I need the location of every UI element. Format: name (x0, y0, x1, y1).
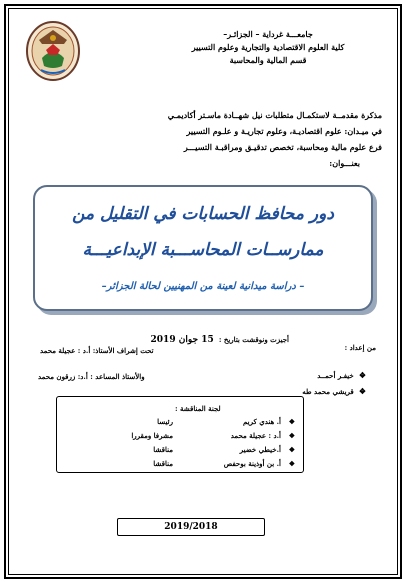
assistant-supervisor-line: والأستاذ المساعد : أ.د: زرقون محمد (38, 372, 145, 381)
diamond-bullet-icon: ❖ (288, 417, 295, 426)
committee-member-row (63, 431, 295, 443)
supervisor-line: تحت إشراف الأستاذ: أ.د : عجيلة محمد (40, 346, 154, 355)
committee-member-name: أ.خيطي خضير (239, 445, 281, 454)
university-logo (24, 18, 82, 82)
authors-label: من إعداد : (344, 343, 376, 352)
university-name: جامعـــة غرداية – الجزائـر– (223, 29, 313, 39)
department-name: قسم المالية والمحاسبة (229, 55, 307, 65)
defense-date-line (151, 327, 289, 346)
committee-member-row (63, 445, 295, 457)
committee-member-role: رئيسا (157, 417, 173, 426)
committee-member-row (63, 417, 295, 429)
committee-member-role: مناقشا (153, 459, 173, 468)
thesis-title-box (33, 185, 373, 311)
committee-member-role: مشرفا ومقررا (131, 431, 173, 440)
committee-member-name: أ. بن أوذينة بوحفص (223, 459, 281, 468)
committee-member-name: أ. هندي كريم (242, 417, 281, 426)
committee-box (56, 396, 304, 473)
committee-member-role: مناقشا (153, 445, 173, 454)
thesis-field: في ميـدان: علوم اقتصاديـة، وعلوم تجاريـة و علـوم التسيير (186, 126, 382, 136)
titled-label: بعنـــوان: (329, 158, 360, 168)
thesis-specialty: فرع علوم مالية ومحاسبة، تخصص تدقيـق ومراقبـة التسيـــر (183, 142, 382, 152)
diamond-bullet-icon: ❖ (358, 386, 366, 396)
committee-title: لجنة المناقشة : (175, 404, 221, 413)
committee-member-name: أ.د : عجيلة محمد (230, 431, 281, 440)
diamond-bullet-icon: ❖ (288, 431, 295, 440)
thesis-subtitle: – دراسة ميدانية لعينة من المهنيين لحالة الجزائر– (101, 281, 305, 292)
author-name-2: قريشي محمد طه (302, 387, 354, 396)
author-name-1: خيفـر أحمــد (317, 371, 354, 380)
thesis-purpose: مذكرة مقدمــة لاستكمـال متطلبات نيل شهــادة ماسـتر أكاديمـي (167, 110, 382, 120)
thesis-title-line-1: دور محافظ الحسابات في التقليل من (72, 204, 334, 224)
institution-header (158, 28, 378, 67)
thesis-title-line-2: ممارســات المحاســـبة الإبداعيـــة (82, 240, 324, 260)
defense-date: 15 جوان 2019 (150, 335, 214, 345)
author-row-2 (302, 379, 366, 398)
faculty-name: كلية العلوم الاقتصادية والتجارية وعلوم التسيير (191, 42, 345, 52)
committee-member-row (63, 459, 295, 471)
defense-label: أجيزت ونوقشت بتاريخ : (218, 335, 289, 344)
diamond-bullet-icon: ❖ (358, 370, 366, 380)
academic-year-box: 2019/2018 (117, 518, 265, 536)
diamond-bullet-icon: ❖ (288, 459, 295, 468)
diamond-bullet-icon: ❖ (288, 445, 295, 454)
